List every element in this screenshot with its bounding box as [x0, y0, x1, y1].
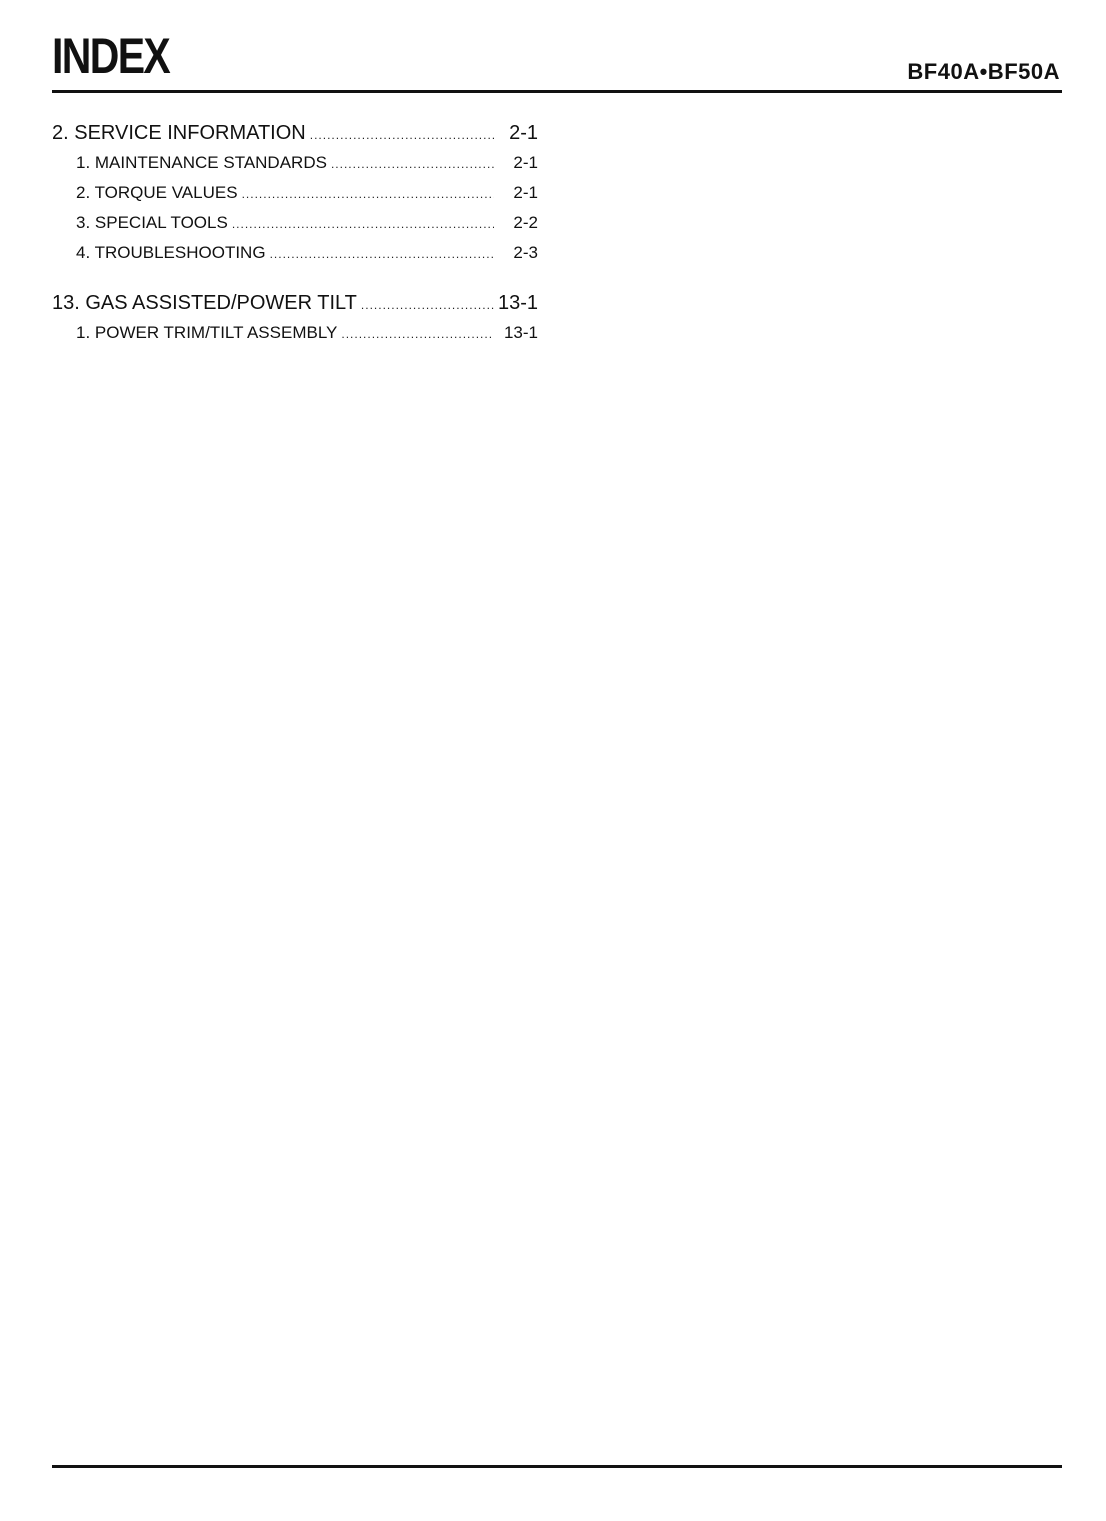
toc-entry-label: 13. GAS ASSISTED/POWER TILT: [52, 292, 357, 314]
toc-entry-maintenance-standards[interactable]: [52, 148, 538, 178]
toc-entry-gas-assisted-power-tilt[interactable]: [52, 288, 538, 318]
toc-entry-label: 4. TROUBLESHOOTING: [76, 243, 266, 262]
toc-entry-special-tools[interactable]: [52, 208, 538, 238]
toc-entry-troubleshooting[interactable]: [52, 238, 538, 268]
table-of-contents: [52, 118, 538, 348]
header-rule: [52, 90, 1062, 93]
toc-entry-service-information[interactable]: [52, 118, 538, 148]
dot-leader: [310, 120, 494, 150]
dot-leader: [361, 290, 494, 320]
toc-entry-label: 1. POWER TRIM/TILT ASSEMBLY: [76, 323, 338, 342]
toc-section-gas-assisted-power-tilt: [52, 288, 538, 348]
dot-leader: [270, 239, 494, 269]
toc-entry-label: 2. TORQUE VALUES: [76, 183, 238, 202]
toc-entry-page: 13-1: [503, 323, 538, 342]
toc-entry-label: 1. MAINTENANCE STANDARDS: [76, 153, 327, 172]
toc-entry-page: 2-2: [513, 213, 538, 232]
footer-rule: [52, 1465, 1062, 1468]
toc-entry-page: 2-1: [509, 122, 538, 144]
toc-entry-page: 13-1: [497, 292, 538, 314]
dot-leader: [341, 319, 494, 349]
toc-entry-power-trim-tilt-assembly[interactable]: [52, 318, 538, 348]
toc-entry-torque-values[interactable]: [52, 178, 538, 208]
toc-entry-label: 2. SERVICE INFORMATION: [52, 122, 306, 144]
page-title: INDEX: [52, 28, 170, 84]
dot-leader: [242, 179, 494, 209]
toc-section-service-information: [52, 118, 538, 268]
model-label: BF40A•BF50A: [907, 59, 1060, 84]
toc-entry-label: 3. SPECIAL TOOLS: [76, 213, 228, 232]
toc-entry-page: 2-1: [513, 183, 538, 202]
toc-entry-page: 2-1: [513, 153, 538, 172]
toc-entry-page: 2-3: [513, 243, 538, 262]
dot-leader: [232, 209, 494, 239]
dot-leader: [331, 149, 494, 179]
